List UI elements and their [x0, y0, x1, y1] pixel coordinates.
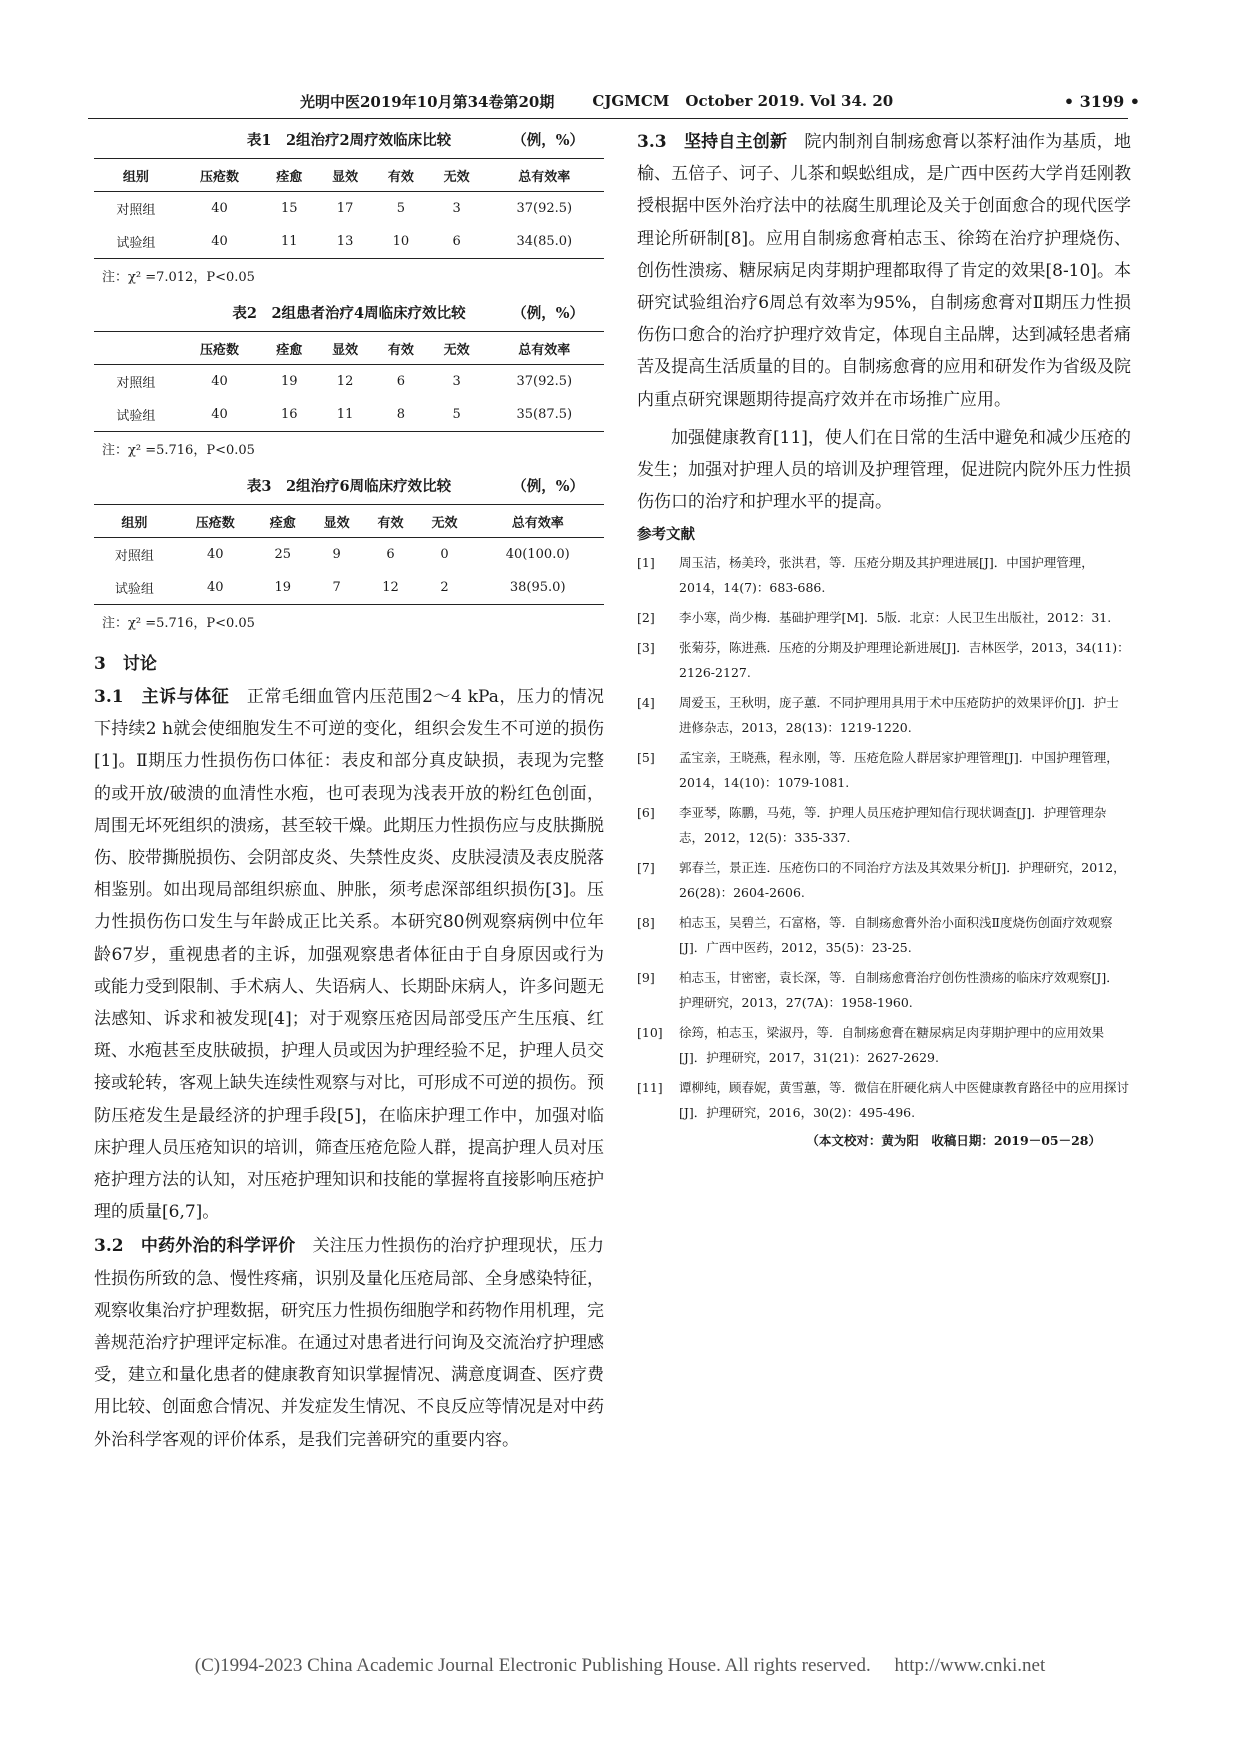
- reference-item: [5] 孟宝亲，王晓燕，程永刚，等．压疮危险人群居家护理管理[J]．中国护理管理，2014，14(10)：1079-1081.: [637, 750, 1119, 791]
- column-header: 总有效率: [485, 159, 604, 192]
- table-1: [94, 124, 604, 297]
- column-header: 痊愈: [256, 505, 310, 538]
- closing-paragraph-full: 加强健康教育[11]，使人们在日常的生活中避免和减少压疮的发生；加强对护理人员的培训及护理管理，促进院内院外压力性损伤伤口的治疗和护理水平的提高。: [637, 427, 1131, 513]
- column-header: 有效: [373, 332, 429, 365]
- right-column-main: [637, 124, 1131, 1474]
- table-row: 试验组 40 11 13 10 6 34(85.0): [94, 225, 604, 259]
- column-header: 痊愈: [261, 159, 317, 192]
- paragraph-3-1: 3.1 主诉与体征 正常毛细血管内压范围2～4 kPa，压力的情况下持续2 h就会使细胞发生不可逆的变化，组织会发生不可逆的损伤[1]。Ⅱ期压力性损伤伤口体征：表皮和部分真皮缺损，表现为完整的或开放/破溃的血清性水疱，也可表现为浅表开放的粉红色创面，周围无坏死组织的溃疡，甚至较干燥。此期压力性损伤应与皮肤撕脱伤、胶带撕脱损伤、会阴部皮炎、失禁性皮炎、皮肤浸渍及表皮脱落相鉴别。如出现局部组织瘀血、肿胀，须考虑深部组织损伤[3]。压力性损伤伤口发生与年龄成正比关系。本研究80例观察病例中位年龄67岁，重视患者的主诉，加强观察患者体征由于自身原因或行为或能力受到限制、手术病人、失语病人、长期卧床病人，许多问题无法感知、诉求和被发现[4]；对于观察压疮因局部受压产生压痕、红斑、水疱甚至皮肤破损，护理人员或因为护理经验不足，护理人员交接或轮转，客观上缺失连续性观察与对比，可形成不可逆的损伤。预防压疮发生是最经济的护理手段[5]，在临床护理工作中，加强对临床护理人员压疮知识的培训，筛查压疮危险人群，提高护理人员对压疮护理方法的认知，对压疮护理知识和技能的掌握将直接影响压疮护理的质量[6,7]。: [94, 687, 604, 1223]
- reference-item: [1] 周玉洁，杨美玲，张洪君，等．压疮分期及其护理进展[J]．中国护理管理，2014，14(7)：683-686.: [637, 555, 1094, 596]
- reference-item: [6] 李亚琴，陈鹏，马苑，等．护理人员压疮护理知信行现状调查[J]．护理管理杂志，2012，12(5)：335-337.: [637, 805, 1107, 846]
- column-header: 显效: [317, 332, 373, 365]
- table-caption: 表1 2组治疗2周疗效临床比较 （例，%）: [246, 132, 584, 149]
- table-row: 试验组 40 16 11 8 5 35(87.5): [94, 398, 604, 432]
- table-caption: 表2 2组患者治疗4周临床疗效比较 （例，%）: [232, 305, 584, 322]
- reference-item: [4] 周爱玉，王秋明，庞子蕙．不同护理用具用于术中压疮防护的效果评价[J]．护士进修杂志，2013，28(13)：1219-1220.: [637, 695, 1119, 736]
- column-header: 无效: [429, 159, 485, 192]
- subsection-heading: 3.2 中药外治的科学评价: [94, 1236, 296, 1257]
- section-heading: 3 讨论: [94, 654, 157, 674]
- table-row: 对照组 40 25 9 6 0 40(100.0): [114, 547, 570, 564]
- reference-item: [2] 李小寒，尚少梅．基础护理学[M]．5版．北京：人民卫生出版社，2012：31.: [637, 610, 1112, 626]
- table-note: 注：χ² =5.716，P<0.05: [102, 443, 255, 458]
- review-line: （本文校对：黄为阳 收稿日期：2019－05－28）: [806, 1133, 1101, 1149]
- subsection-heading: 3.1 主诉与体征: [94, 687, 230, 707]
- reference-item: [7] 郭春兰，景正连．压疮伤口的不同治疗方法及其效果分析[J]．护理研究，2012，26(28)：2604-2606.: [637, 860, 1126, 901]
- reference-item: [8] 柏志玉，吴碧兰，石富格，等．自制疡愈膏外治小面积浅Ⅱ度烧伤创面疗效观察[J]．广西中医药，2012，35(5)：23-25.: [637, 915, 1113, 956]
- column-header: 无效: [429, 332, 485, 365]
- table-note: 注：χ² =5.716，P<0.05: [102, 616, 255, 631]
- column-header: 组别: [94, 159, 178, 192]
- column-header: 总有效率: [471, 505, 604, 538]
- issue-info-en: October 2019. Vol 34. 20: [685, 92, 894, 110]
- left-column: [94, 124, 604, 1456]
- references-title: 参考文献: [637, 526, 695, 544]
- column-header: 压疮数: [175, 505, 256, 538]
- column-header: 有效: [373, 159, 429, 192]
- header-rule: [88, 118, 1128, 119]
- reference-item: [10] 徐筠，柏志玉，梁淑丹，等．自制疡愈膏在糖尿病足肉芽期护理中的应用效果[J]．护理研究，2017，31(21)：2627-2629.: [637, 1025, 1105, 1066]
- table-note: 注：χ² =7.012，P<0.05: [102, 270, 255, 285]
- column-header: [94, 332, 178, 365]
- copyright-footer: (C)1994-2023 China Academic Journal Electronic Publishing House. All rights reserved. http://www.cnki.net: [194, 1655, 1046, 1676]
- table-row: 试验组 40 19 7 12 2 38(95.0): [94, 571, 604, 605]
- reference-item: [3] 张菊芬，陈进燕．压疮的分期及护理理论新进展[J]．吉林医学，2013，34(11)：2126-2127.: [637, 640, 1130, 681]
- data-table: [94, 504, 604, 605]
- table-3: [94, 470, 604, 643]
- column-header: 压疮数: [178, 332, 262, 365]
- column-header: 显效: [317, 159, 373, 192]
- subsection-heading: 3.3 坚持自主创新: [637, 132, 788, 152]
- column-header: 痊愈: [261, 332, 317, 365]
- reference-item: [9] 柏志玉，甘密密，袁长深，等．自制疡愈膏治疗创伤性溃疡的临床疗效观察[J]．护理研究，2013，27(7A)：1958-1960.: [637, 970, 1119, 1011]
- table-2: [94, 297, 604, 470]
- reference-item: [11] 谭柳纯，顾春妮，黄雪蕙，等．微信在肝硬化病人中医健康教育路径中的应用探讨[J]．护理研究，2016，30(2)：495-496.: [637, 1080, 1130, 1121]
- paragraph-3-2: 3.2 中药外治的科学评价 关注压力性损伤的治疗护理现状，压力性损伤所致的急、慢性疼痛，识别及量化压疮局部、全身感染特征，观察收集治疗护理数据，研究压力性损伤细胞学和药物作用机理，完善规范治疗护理评定标准。在通过对患者进行问询及交流治疗护理感受，建立和量化患者的健康教育知识掌握情况、满意度调查、医疗费用比较、创面愈合情况、并发症发生情况、不良反应等情况是对中药外治科学客观的评价体系，是我们完善研究的重要内容。: [94, 1236, 605, 1450]
- journal-code: CJGMCM: [592, 92, 670, 110]
- data-table: [94, 158, 604, 259]
- journal-name-cn: 光明中医2019年10月第34卷第20期: [300, 92, 555, 111]
- column-header: 显效: [310, 505, 364, 538]
- data-table: [94, 331, 604, 432]
- column-header: 无效: [418, 505, 472, 538]
- table-row: 对照组 40 15 17 5 3 37(92.5): [116, 201, 573, 218]
- column-header: 压疮数: [178, 159, 262, 192]
- column-header: 有效: [364, 505, 418, 538]
- running-header: [300, 88, 1140, 114]
- table-row: 对照组 40 19 12 6 3 37(92.5): [116, 374, 573, 391]
- paragraph-3-3-full: 3.3 坚持自主创新 院内制剂自制疡愈膏以茶籽油作为基质，地榆、五倍子、诃子、儿茶和蜈蚣组成，是广西中医药大学肖廷刚教授根据中医外治疗法中的祛腐生肌理论及关于创面愈合的现代医学理论所研制[8]。应用自制疡愈膏柏志玉、徐筠在治疗护理烧伤、创伤性溃疡、糖尿病足肉芽期护理都取得了肯定的效果[8-10]。本研究试验组治疗6周总有效率为95%，自制疡愈膏对Ⅱ期压力性损伤伤口愈合的治疗护理疗效肯定，体现自主品牌，达到减轻患者痛苦及提高生活质量的目的。自制疡愈膏的应用和研发作为省级及院内重点研究课题期待提高疗效并在市场推广应用。: [637, 132, 1132, 410]
- page-number: • 3199 •: [1063, 91, 1140, 111]
- column-header: 组别: [94, 505, 175, 538]
- column-header: 总有效率: [485, 332, 604, 365]
- table-caption: 表3 2组治疗6周临床疗效比较 （例，%）: [246, 478, 584, 495]
